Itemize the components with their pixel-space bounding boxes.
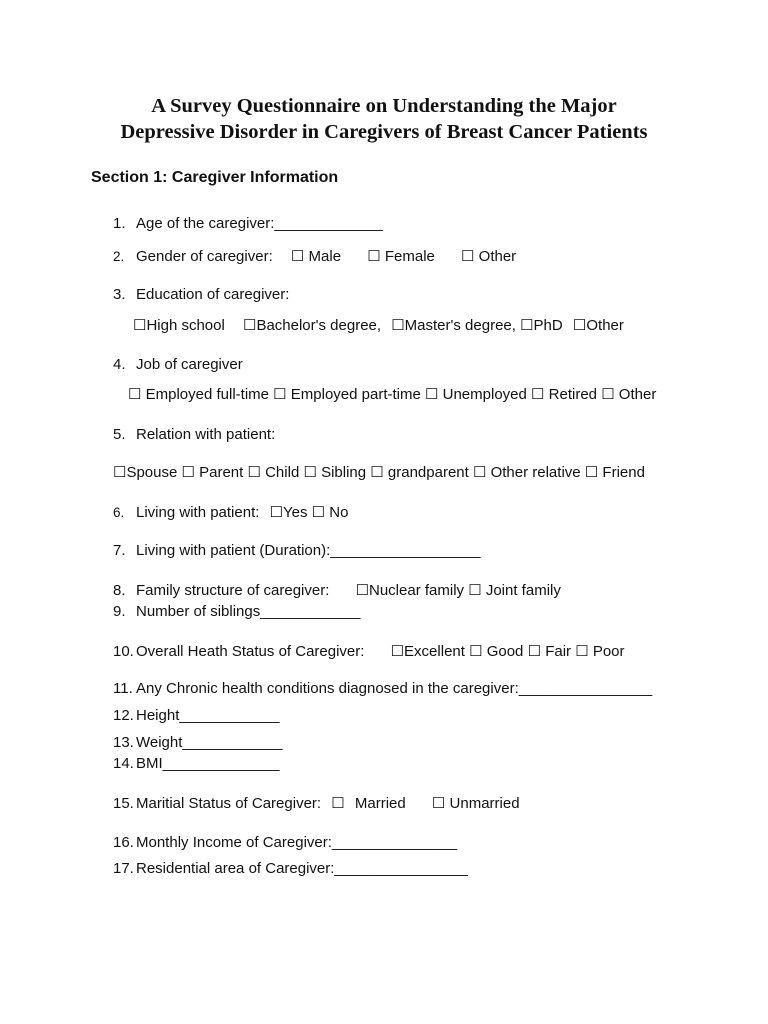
- title-line-2: Depressive Disorder in Caregivers of Breast Cancer Patients: [120, 121, 648, 143]
- question-number: 8.: [113, 582, 126, 599]
- option-female[interactable]: ☐ Female: [367, 248, 435, 265]
- question-body: [136, 582, 561, 600]
- chronic-conditions-field[interactable]: Any Chronic health conditions diagnosed in the caregiver:________________: [136, 680, 653, 697]
- option-unemployed[interactable]: ☐ Unemployed: [425, 386, 527, 403]
- bmi-field[interactable]: BMI______________: [136, 755, 280, 772]
- question-label: Maritial Status of Caregiver:: [136, 795, 322, 812]
- option-male[interactable]: ☐ Male: [290, 248, 342, 265]
- option-masters[interactable]: ☐Master's degree,: [391, 317, 516, 334]
- option-other-relative[interactable]: ☐ Other relative: [472, 464, 581, 481]
- option-friend[interactable]: ☐ Friend: [584, 464, 645, 481]
- question-number: 11.: [113, 680, 133, 697]
- option-other[interactable]: ☐ Other: [601, 386, 657, 403]
- option-unmarried[interactable]: ☐ Unmarried: [431, 795, 520, 812]
- option-bachelors[interactable]: ☐Bachelor's degree,: [243, 317, 382, 334]
- option-other[interactable]: ☐Other: [572, 317, 624, 334]
- question-number: 5.: [113, 426, 126, 443]
- option-good[interactable]: ☐ Good: [469, 643, 524, 660]
- income-field[interactable]: Monthly Income of Caregiver:_______________: [136, 834, 458, 851]
- question-number: 16.: [113, 834, 134, 851]
- question-number: 7.: [113, 542, 126, 559]
- option-part-time[interactable]: ☐ Employed part-time: [273, 386, 421, 403]
- question-number: 15.: [113, 795, 134, 812]
- option-married-label: Married: [354, 795, 406, 812]
- question-number: 6.: [113, 505, 125, 520]
- question-number: 14.: [113, 755, 134, 772]
- question-body: [136, 504, 348, 522]
- question-number: 3.: [113, 286, 126, 303]
- document-title: [0, 93, 768, 145]
- question-label: Relation with patient:: [136, 426, 276, 443]
- age-field[interactable]: Age of the caregiver:_____________: [136, 215, 383, 232]
- question-label: Job of caregiver: [136, 356, 243, 373]
- question-number: 4.: [113, 356, 126, 373]
- question-label: Living with patient:: [136, 504, 260, 521]
- option-poor[interactable]: ☐ Poor: [575, 643, 625, 660]
- option-joint-family[interactable]: ☐ Joint family: [468, 582, 561, 599]
- option-nuclear-family[interactable]: ☐Nuclear family: [355, 582, 465, 599]
- section-heading: Section 1: Caregiver Information: [91, 169, 339, 186]
- education-options: [133, 317, 624, 335]
- question-number: 1.: [113, 215, 126, 232]
- question-body: [136, 643, 625, 661]
- question-label: Gender of caregiver:: [136, 248, 273, 265]
- option-high-school[interactable]: ☐High school: [133, 317, 225, 334]
- question-number: 17.: [113, 860, 134, 877]
- question-number: 2.: [113, 249, 125, 264]
- duration-field[interactable]: Living with patient (Duration):__________________: [136, 542, 481, 559]
- option-grandparent[interactable]: ☐ grandparent: [370, 464, 469, 481]
- job-options: [128, 386, 656, 404]
- question-body: [136, 795, 520, 813]
- question-label: Overall Heath Status of Caregiver:: [136, 643, 365, 660]
- option-sibling[interactable]: ☐ Sibling: [303, 464, 367, 481]
- option-married-checkbox[interactable]: ☐: [331, 795, 345, 812]
- question-number: 12.: [113, 707, 134, 724]
- option-child[interactable]: ☐ Child: [247, 464, 300, 481]
- option-full-time[interactable]: ☐ Employed full-time: [128, 386, 269, 403]
- option-other[interactable]: ☐ Other: [461, 248, 517, 265]
- option-retired[interactable]: ☐ Retired: [531, 386, 598, 403]
- siblings-field[interactable]: Number of siblings____________: [136, 603, 361, 620]
- option-spouse[interactable]: ☐Spouse: [113, 464, 178, 481]
- option-fair[interactable]: ☐ Fair: [527, 643, 572, 660]
- option-yes[interactable]: ☐Yes: [269, 504, 308, 521]
- weight-field[interactable]: Weight____________: [136, 734, 283, 751]
- option-no[interactable]: ☐ No: [311, 504, 349, 521]
- question-number: 10.: [113, 643, 134, 660]
- option-excellent[interactable]: ☐Excellent: [390, 643, 465, 660]
- relation-options: [113, 464, 645, 482]
- title-line-1: A Survey Questionnaire on Understanding the Major: [151, 95, 617, 117]
- question-body: [136, 248, 516, 266]
- question-label: Family structure of caregiver:: [136, 582, 330, 599]
- option-phd[interactable]: ☐PhD: [520, 317, 563, 334]
- height-field[interactable]: Height____________: [136, 707, 280, 724]
- question-number: 9.: [113, 603, 126, 620]
- residential-area-field[interactable]: Residential area of Caregiver:________________: [136, 860, 468, 877]
- question-number: 13.: [113, 734, 134, 751]
- option-parent[interactable]: ☐ Parent: [181, 464, 244, 481]
- question-label: Education of caregiver:: [136, 286, 290, 303]
